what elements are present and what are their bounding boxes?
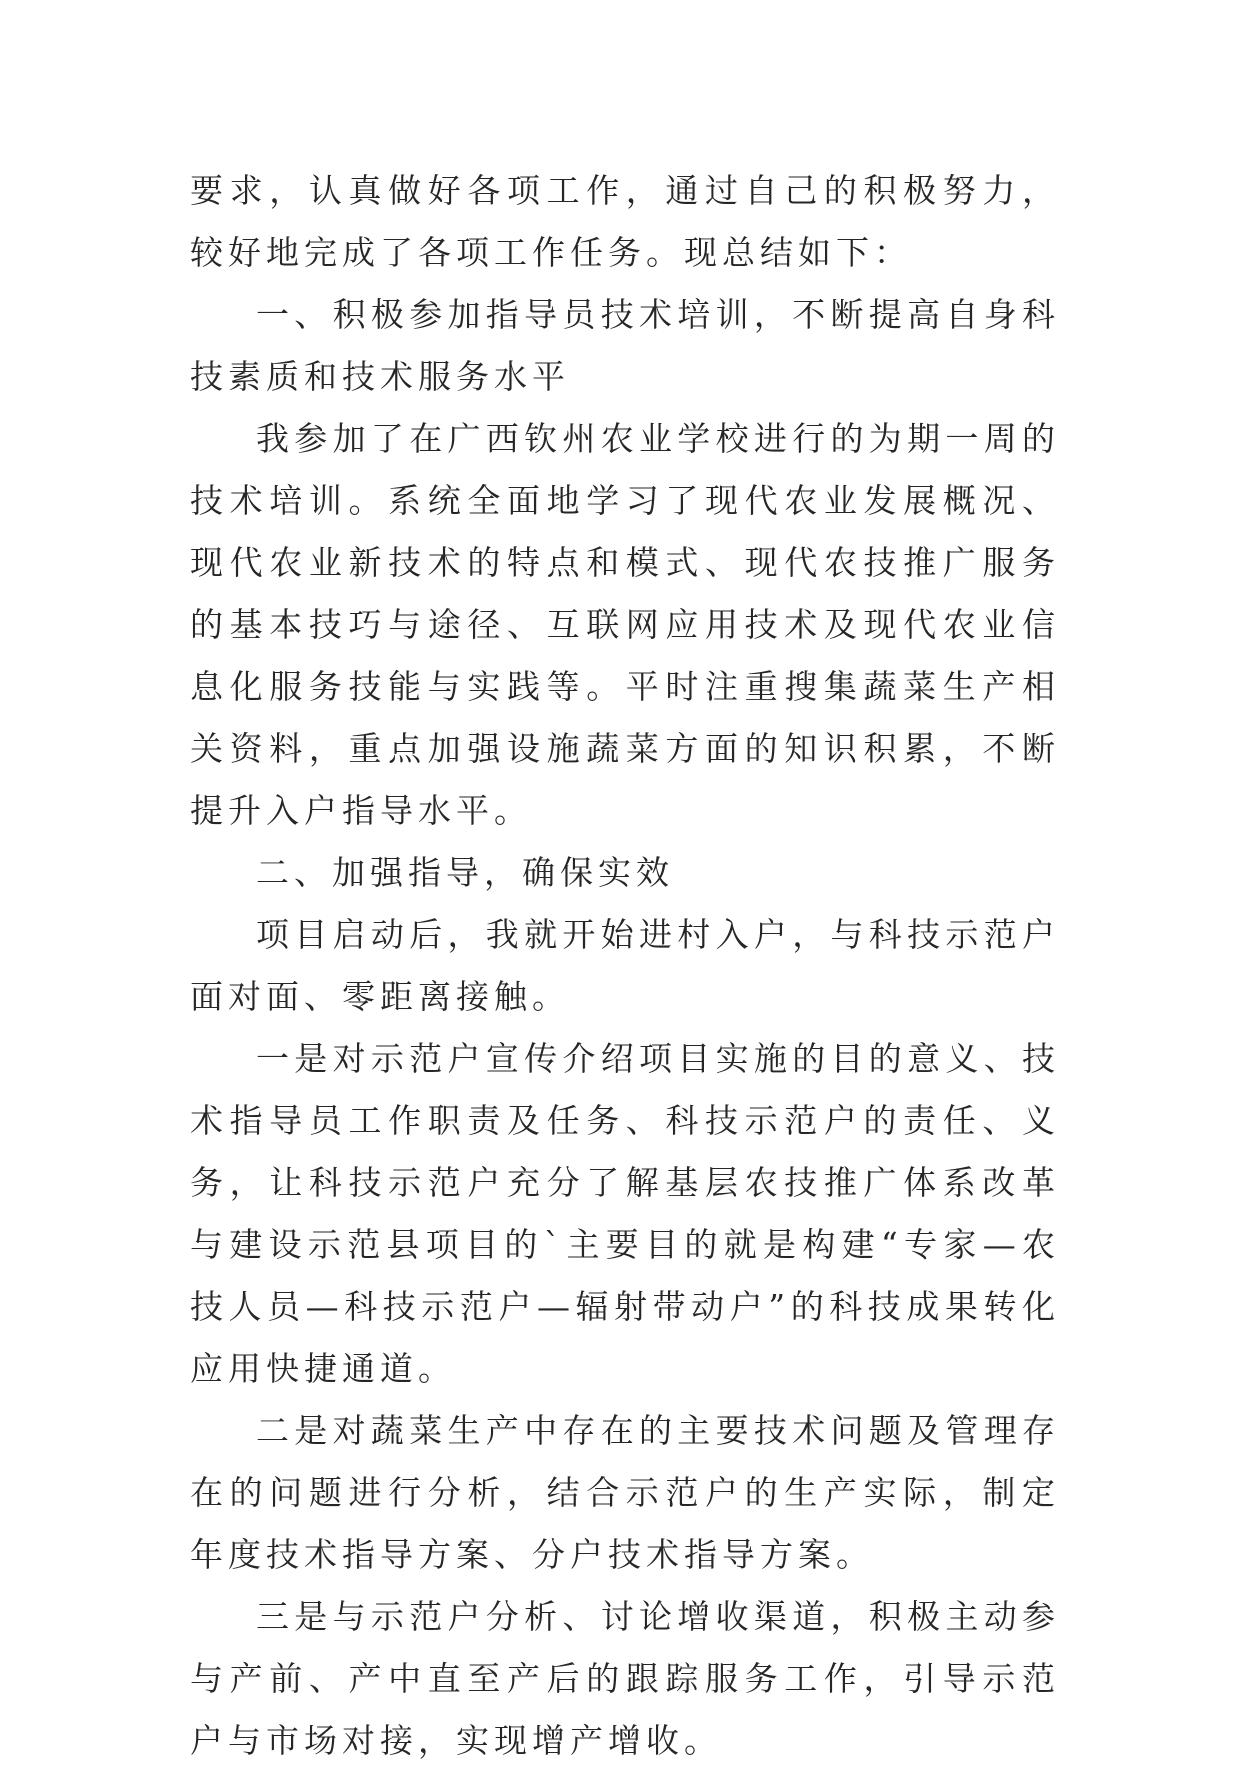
document-body	[190, 160, 1060, 1772]
section-heading-2: 二、加强指导，确保实效	[256, 853, 674, 892]
paragraph-point-1: 一是对示范户宣传介绍项目实施的目的意义、技术指导员工作职责及任务、科技示范户的责任、义务，让科技示范户充分了解基层农技推广体系改革与建设示范县项目的`主要目的就是构建“专家—农技人员—科技示范户—辐射带动户”的科技成果转化应用快捷通道。	[190, 1039, 1060, 1388]
section-heading-1: 一、积极参加指导员技术培训，不断提高自身科技素质和技术服务水平	[190, 295, 1060, 396]
paragraph-training: 我参加了在广西钦州农业学校进行的为期一周的技术培训。系统全面地学习了现代农业发展概况、现代农业新技术的特点和模式、现代农技推广服务的基本技巧与途径、互联网应用技术及现代农业信息化服务技能与实践等。平时注重搜集蔬菜生产相关资料，重点加强设施蔬菜方面的知识积累，不断提升入户指导水平。	[190, 419, 1060, 830]
paragraph-point-3: 三是与示范户分析、讨论增收渠道，积极主动参与产前、产中直至产后的跟踪服务工作，引导示范户与市场对接，实现增产增收。	[190, 1597, 1060, 1760]
paragraph-project-start: 项目启动后，我就开始进村入户，与科技示范户面对面、零距离接触。	[190, 915, 1060, 1016]
paragraph-continuation: 要求，认真做好各项工作，通过自己的积极努力，较好地完成了各项工作任务。现总结如下：	[190, 171, 1060, 272]
paragraph-point-2: 二是对蔬菜生产中存在的主要技术问题及管理存在的问题进行分析，结合示范户的生产实际，制定年度技术指导方案、分户技术指导方案。	[190, 1411, 1060, 1574]
